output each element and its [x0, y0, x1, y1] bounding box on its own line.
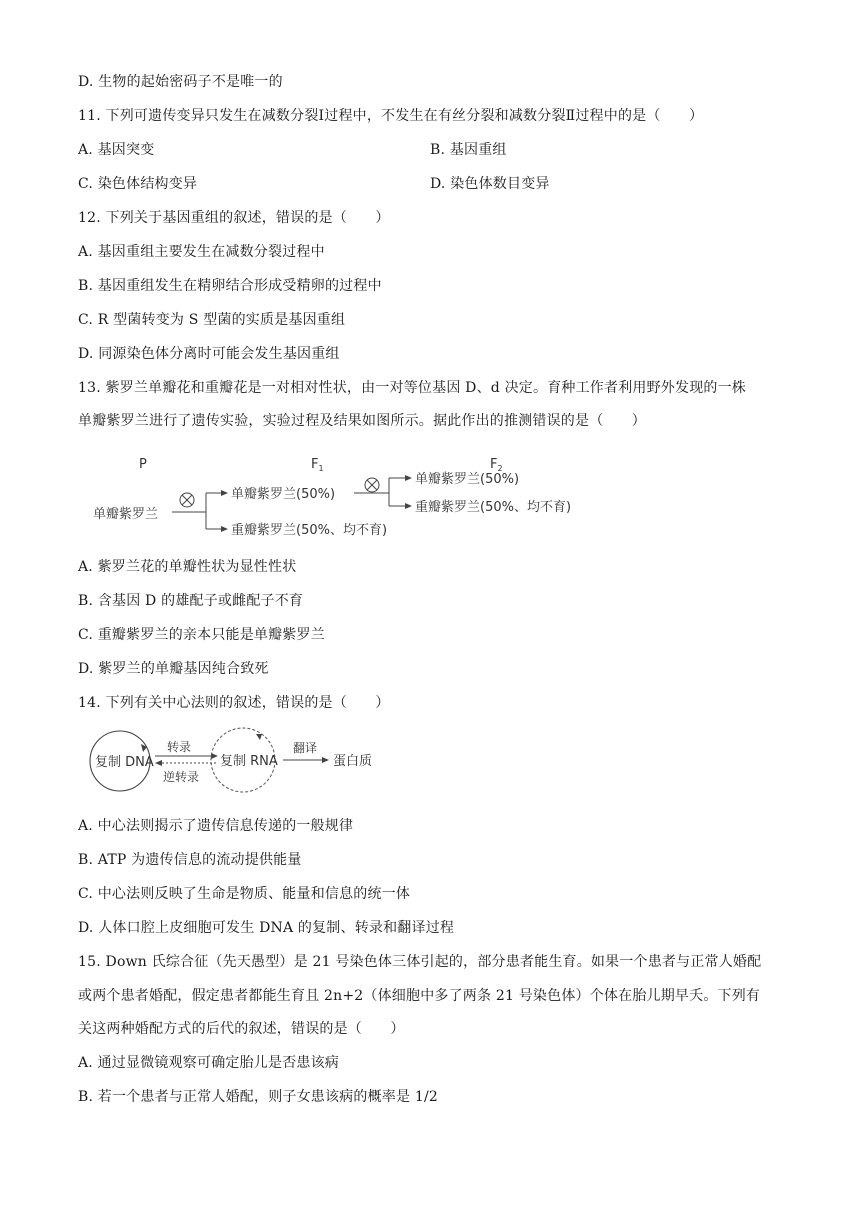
diagram-f1-single: 单瓣紫罗兰(50%): [231, 487, 336, 502]
diagram-translation-label: 翻译: [293, 741, 318, 755]
diagram-rna-label: 复制 RNA: [220, 754, 278, 769]
q14-option-d: D. 人体口腔上皮细胞可发生 DNA 的复制、转录和翻译过程: [78, 920, 455, 936]
q12-option-c: C. R 型菌转变为 S 型菌的实质是基因重组: [78, 312, 346, 328]
q15-option-a: A. 通过显微镜观察可确定胎儿是否患该病: [78, 1055, 340, 1071]
q14-stem: 14. 下列有关中心法则的叙述，错误的是（ ）: [78, 695, 390, 711]
diagram-f1-label: $F_1$: [311, 457, 324, 473]
diagram-dna-label: 复制 DNA: [95, 755, 154, 770]
q11-stem: 11. 下列可遗传变异只发生在减数分裂Ⅰ过程中，不发生在有丝分裂和减数分裂Ⅱ过程中的是（ ）: [78, 108, 704, 124]
q13-option-c: C. 重瓣紫罗兰的亲本只能是单瓣紫罗兰: [78, 627, 325, 643]
q15-stem-line3: 关这两种婚配方式的后代的叙述，错误的是（ ）: [78, 1021, 405, 1037]
q13-option-d: D. 紫罗兰的单瓣基因纯合致死: [78, 661, 269, 677]
q14-option-a: A. 中心法则揭示了遗传信息传递的一般规律: [78, 818, 354, 834]
q12-option-d: D. 同源染色体分离时可能会发生基因重组: [78, 346, 340, 362]
q13-option-a: A. 紫罗兰花的单瓣性状为显性性状: [78, 559, 297, 575]
diagram-f2-single: 单瓣紫罗兰(50%): [415, 472, 520, 487]
diagram-reverse-label: 逆转录: [163, 770, 200, 784]
diagram-f2-label: $F_2$: [490, 457, 503, 473]
diagram-transcription-label: 转录: [167, 740, 192, 754]
q10-option-d: D. 生物的起始密码子不是唯一的: [78, 74, 283, 90]
q12-option-a: A. 基因重组主要发生在减数分裂过程中: [78, 244, 325, 260]
q11-option-b: B. 基因重组: [430, 142, 507, 158]
diagram-f1-double: 重瓣紫罗兰(50%、均不育): [231, 523, 388, 538]
q13-stem-line1: 13. 紫罗兰单瓣花和重瓣花是一对相对性状，由一对等位基因 D、d 决定。育种工作者利用野外发现的一株: [78, 380, 746, 396]
diagram-f2-double: 重瓣紫罗兰(50%、均不育): [415, 500, 572, 515]
q11-option-a: A. 基因突变: [78, 142, 155, 158]
q12-option-b: B. 基因重组发生在精卵结合形成受精卵的过程中: [78, 278, 382, 294]
q11-option-c: C. 染色体结构变异: [78, 176, 198, 192]
q13-stem-line2: 单瓣紫罗兰进行了遗传实验，实验过程及结果如图所示。据此作出的推测错误的是（ ）: [78, 413, 646, 429]
q11-option-d: D. 染色体数目变异: [430, 176, 550, 192]
diagram-p-label: P: [139, 457, 147, 472]
reverse-transcription-arrow-icon: [155, 760, 218, 766]
q12-stem: 12. 下列关于基因重组的叙述，错误的是（ ）: [78, 210, 390, 226]
q15-stem-line1: 15. Down 氏综合征（先天愚型）是 21 号染色体三体引起的，部分患者能生育。如果一个患者与正常人婚配: [78, 954, 762, 970]
q14-option-b: B. ATP 为遗传信息的流动提供能量: [78, 852, 302, 868]
translation-arrow-icon: [283, 757, 329, 763]
q14-option-c: C. 中心法则反映了生命是物质、能量和信息的统一体: [78, 886, 411, 902]
q15-option-b: B. 若一个患者与正常人婚配，则子女患该病的概率是 1/2: [78, 1089, 438, 1105]
q15-stem-line2: 或两个患者婚配，假定患者都能生育且 2n+2（体细胞中多了两条 21 号染色体）个体在胎儿期早夭。下列有: [78, 988, 761, 1004]
q13-option-b: B. 含基因 D 的雄配子或雌配子不育: [78, 593, 304, 609]
diagram-protein-label: 蛋白质: [333, 754, 373, 769]
diagram-parent-label: 单瓣紫罗兰: [93, 507, 159, 522]
